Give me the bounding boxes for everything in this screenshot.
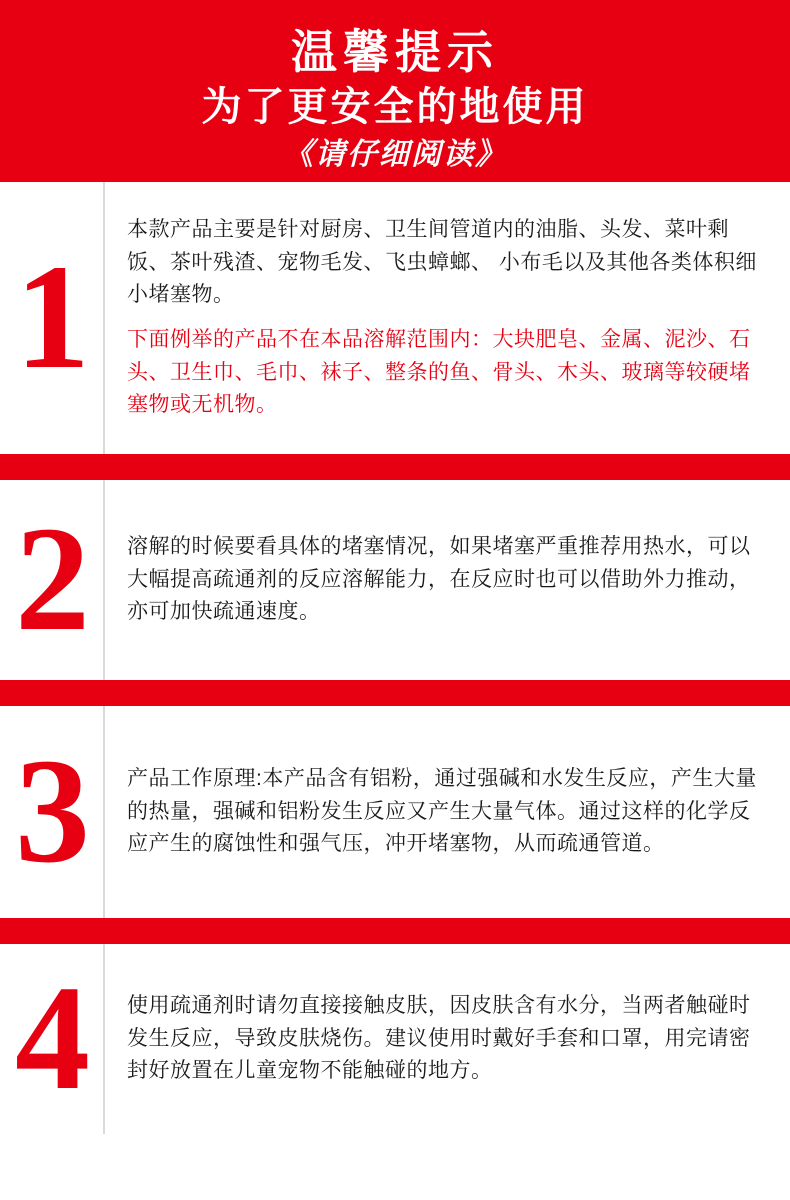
page-subtitle: 为了更安全的地使用 <box>201 84 589 129</box>
section-number-2: 2 <box>15 496 88 663</box>
notice-section-2 <box>0 480 790 680</box>
section-number-1: 1 <box>15 234 88 401</box>
section-number-column-3 <box>0 706 105 918</box>
section-number-4: 4 <box>15 955 88 1122</box>
header-banner <box>0 0 790 182</box>
section-text-column-3 <box>105 706 790 918</box>
section-4-paragraph-1: 使用疏通剂时请勿直接接触皮肤，因皮肤含有水分，当两者触碰时发生反应，导致皮肤烧伤。建议使用时戴好手套和口罩，用完请密封好放置在儿童宠物不能触碰的地方。 <box>127 994 751 1083</box>
section-text-column-1 <box>105 182 790 454</box>
section-number-column-2 <box>0 480 105 680</box>
notice-section-4 <box>0 944 790 1134</box>
section-1-paragraph-1: 本款产品主要是针对厨房、卫生间管道内的油脂、头发、菜叶剩饭、茶叶残渣、宠物毛发、飞虫蟑螂、 小布毛以及其他各类体积细小堵塞物。 <box>127 218 757 307</box>
section-text-column-4 <box>105 944 790 1134</box>
section-2-paragraph-1: 溶解的时候要看具体的堵塞情况，如果堵塞严重推荐用热水，可以大幅提高疏通剂的反应溶解能力，在反应时也可以借助外力推动，亦可加快疏通速度。 <box>127 535 751 624</box>
section-3-paragraph-1: 产品工作原理:本产品含有铝粉，通过强碱和水发生反应，产生大量的热量，强碱和铝粉发生反应又产生大量气体。通过这样的化学反应产生的腐蚀性和强气压，冲开堵塞物，从而疏通管道。 <box>127 767 757 856</box>
notice-section-1 <box>0 182 790 454</box>
page-read-note: 《请仔细阅读》 <box>283 137 507 171</box>
section-number-3: 3 <box>15 728 88 895</box>
divider-3 <box>0 918 790 944</box>
divider-1 <box>0 454 790 480</box>
divider-2 <box>0 680 790 706</box>
page-title: 温馨提示 <box>291 26 499 78</box>
section-number-column-1 <box>0 182 105 454</box>
notice-section-3 <box>0 706 790 918</box>
section-number-column-4 <box>0 944 105 1134</box>
section-text-column-2 <box>105 480 790 680</box>
section-1-paragraph-2: 下面例举的产品不在本品溶解范围内：大块肥皂、金属、泥沙、石头、卫生巾、毛巾、袜子、整条的鱼、骨头、木头、玻璃等较硬堵塞物或无机物。 <box>127 328 751 417</box>
